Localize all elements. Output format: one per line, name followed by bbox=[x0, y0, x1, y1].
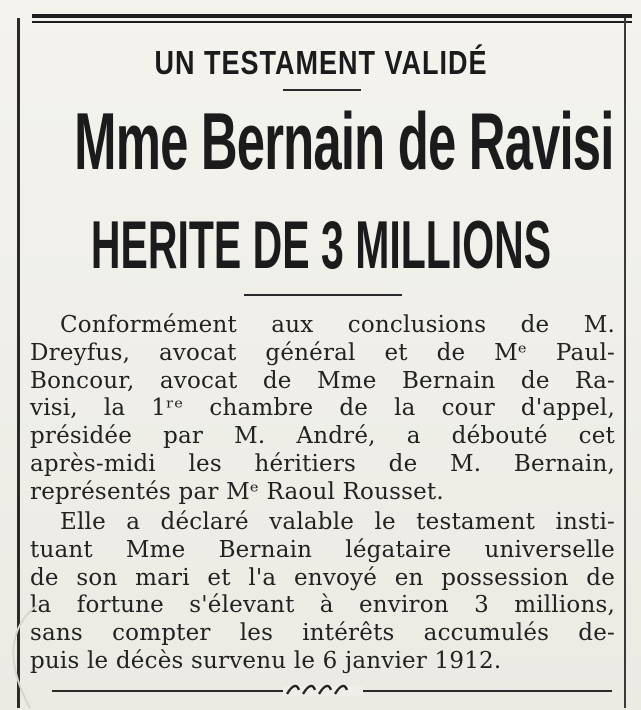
subhead-divider bbox=[244, 294, 402, 296]
kicker-divider bbox=[283, 89, 361, 91]
scan-edge-curve bbox=[0, 600, 40, 710]
paragraph-line: Elle a déclaré valable le testament insti- bbox=[60, 509, 615, 535]
ornament-flourish bbox=[283, 682, 363, 698]
paragraph-line: Dreyfus, avocat général et de Mᵉ Paul- bbox=[30, 339, 615, 366]
article-kicker: UN TESTAMENT VALIDÉ bbox=[154, 44, 488, 82]
paragraph-line: Conformément aux conclusions de M. bbox=[60, 312, 615, 338]
article-headline: Mme Bernain de Ravisi bbox=[74, 97, 614, 187]
top-rule-thin bbox=[32, 21, 632, 23]
paragraph-line: puis le décès survenu le 6 janvier 1912. bbox=[30, 647, 502, 674]
paragraph-line: représentés par Mᵉ Raoul Rousset. bbox=[30, 478, 444, 505]
paragraph-line: de son mari et l'a envoyé en possession de bbox=[30, 564, 615, 591]
top-rule bbox=[32, 14, 632, 18]
paragraph-line: tuant Mme Bernain légataire universelle bbox=[30, 536, 615, 563]
article-subheadline: HERITE DE 3 MILLIONS bbox=[90, 207, 552, 283]
paragraph-1 bbox=[30, 312, 615, 507]
paragraph-line: Boncour, avocat de Mme Bernain de Ra- bbox=[30, 367, 615, 394]
paragraph-line: la fortune s'élevant à environ 3 millions, bbox=[30, 592, 615, 619]
paragraph-2 bbox=[30, 509, 615, 676]
right-column-rule bbox=[624, 18, 626, 708]
paragraph-line: après-midi les héritiers de M. Bernain, bbox=[30, 450, 615, 477]
paragraph-line: sans compter les intérêts accumulés de- bbox=[30, 620, 615, 647]
paragraph-line: visi, la 1ʳᵉ chambre de la cour d'appel, bbox=[30, 395, 615, 422]
paragraph-line: présidée par M. André, a débouté cet bbox=[30, 423, 615, 450]
